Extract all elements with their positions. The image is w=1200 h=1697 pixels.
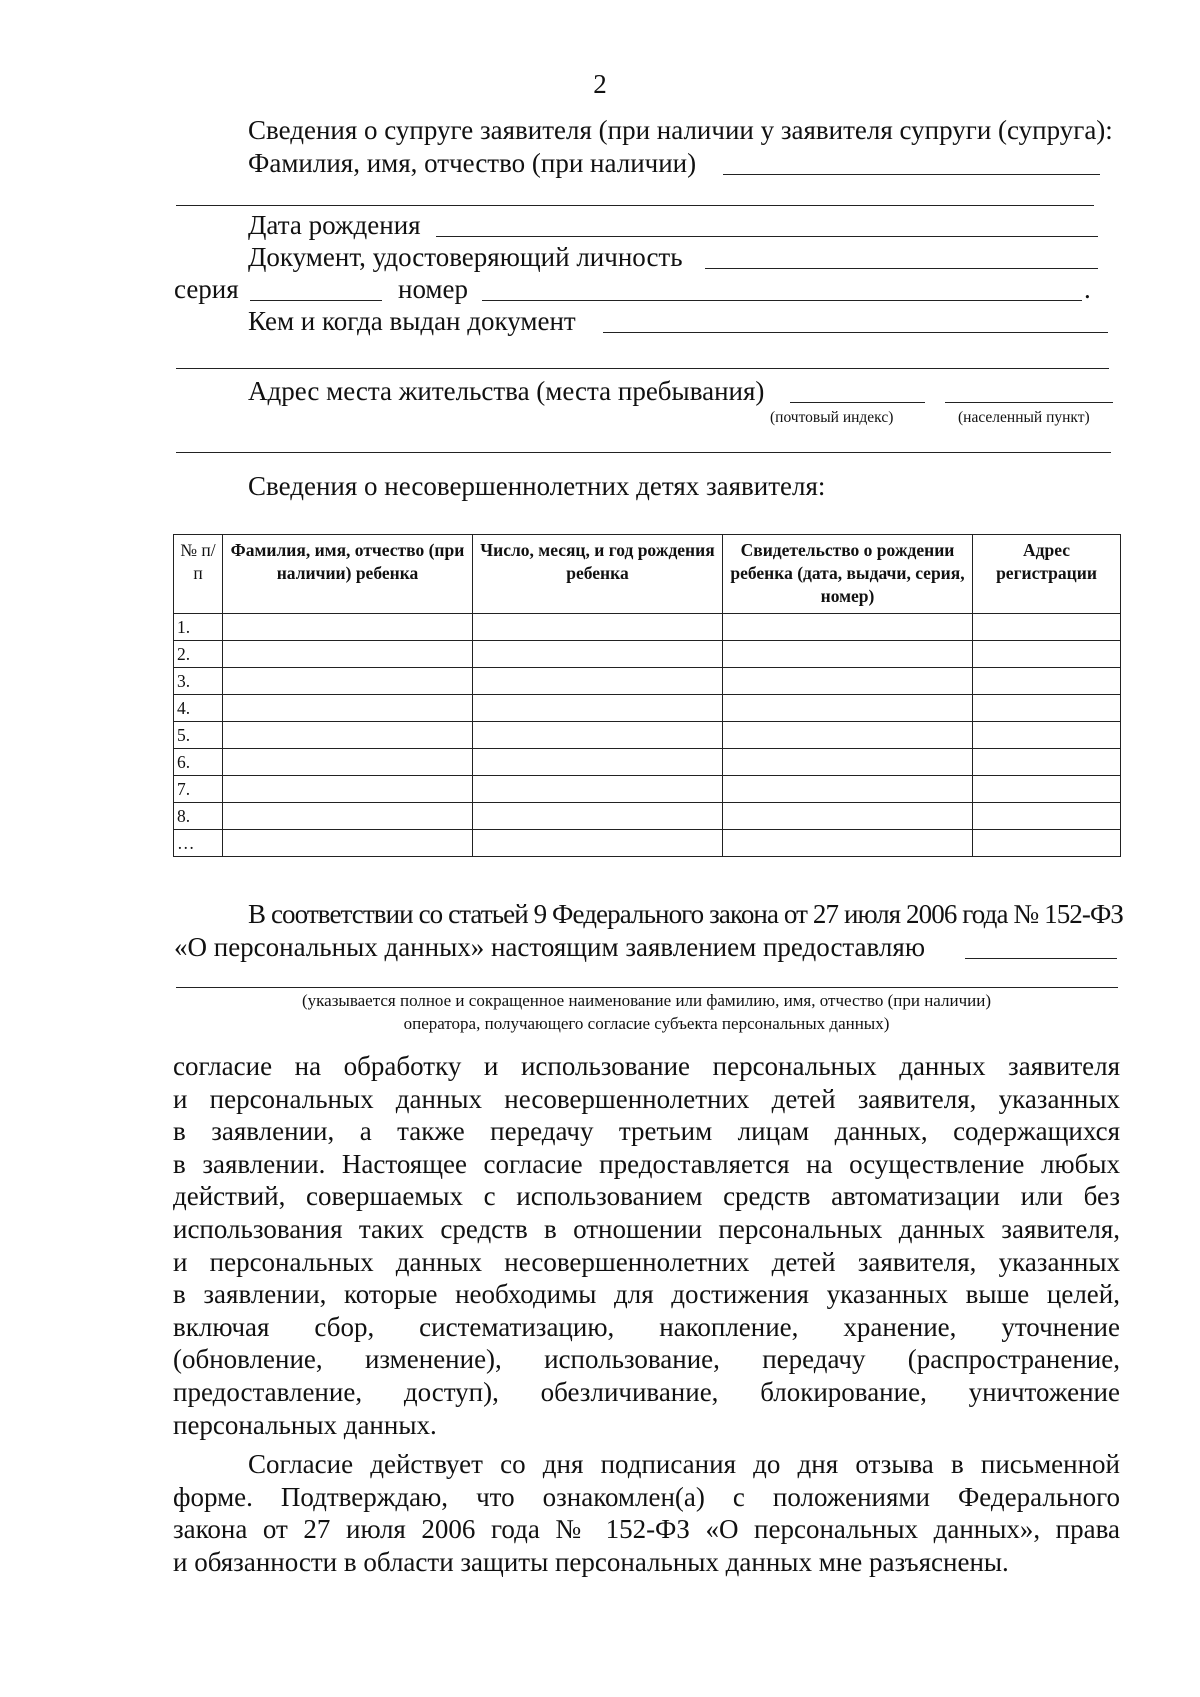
certificate-cell[interactable] <box>723 614 973 641</box>
table-row <box>174 830 1121 857</box>
birth-date-cell[interactable] <box>473 749 723 776</box>
table-row <box>174 641 1121 668</box>
address-cell[interactable] <box>973 830 1121 857</box>
postal-index-caption: (почтовый индекс) <box>770 409 894 426</box>
address-cell[interactable] <box>973 695 1121 722</box>
birth-date-cell[interactable] <box>473 695 723 722</box>
birth-date-cell[interactable] <box>473 641 723 668</box>
col-header-birth-date: Число, месяц, и год рождения ребенка <box>473 535 723 614</box>
children-table <box>173 534 1121 857</box>
paragraph-line-last: и обязанности в области защиты персональных данных мне разъяснены. <box>173 1546 1009 1577</box>
table-row <box>174 749 1121 776</box>
paragraph-line: предоставление, доступ), обезличивание, блокирование, уничтожение <box>173 1376 1120 1407</box>
spouse-name-label: Фамилия, имя, отчество (при наличии) <box>248 148 697 178</box>
birth-date-cell[interactable] <box>473 830 723 857</box>
child-name-cell[interactable] <box>223 722 473 749</box>
table-row <box>174 803 1121 830</box>
paragraph-line: действий, совершаемых с использованием средств автоматизации или без <box>173 1181 1120 1212</box>
row-number: 8. <box>174 803 223 830</box>
row-number: 2. <box>174 641 223 668</box>
certificate-cell[interactable] <box>723 641 973 668</box>
child-name-cell[interactable] <box>223 614 473 641</box>
id-document-field[interactable] <box>705 244 1098 269</box>
paragraph-line: включая сбор, систематизацию, накопление, хранение, уточнение <box>173 1311 1120 1342</box>
paragraph-line: (обновление, изменение), использование, передачу (распространение, <box>173 1344 1120 1375</box>
issued-field-continued[interactable] <box>176 368 1109 369</box>
locality-field[interactable] <box>945 378 1113 403</box>
birth-date-label: Дата рождения <box>248 210 421 240</box>
operator-caption-2: оператора, получающего согласие субъекта персональных данных) <box>403 1014 890 1033</box>
postal-index-field[interactable] <box>790 378 925 403</box>
paragraph-line: форме. Подтверждаю, что ознакомлен(а) с положениями Федерального <box>173 1481 1120 1512</box>
address-cell[interactable] <box>973 614 1121 641</box>
issued-label: Кем и когда выдан документ <box>248 306 576 336</box>
child-name-cell[interactable] <box>223 641 473 668</box>
issued-field[interactable] <box>603 308 1108 333</box>
paragraph-line: и персональных данных несовершеннолетних детей заявителя, указанных <box>173 1083 1120 1114</box>
col-header-registration-address: Адрес регистрации <box>973 535 1121 614</box>
paragraph-line: и персональных данных несовершеннолетних детей заявителя, указанных <box>173 1246 1120 1277</box>
address-cell[interactable] <box>973 641 1121 668</box>
child-name-cell[interactable] <box>223 776 473 803</box>
certificate-cell[interactable] <box>723 722 973 749</box>
birth-date-cell[interactable] <box>473 803 723 830</box>
spouse-name-field-continued[interactable] <box>176 205 1094 206</box>
consent-paragraph-2 <box>173 1448 1120 1578</box>
paragraph-line: использования таких средств в отношении персональных данных заявителя, <box>173 1213 1120 1244</box>
paragraph-line: закона от 27 июля 2006 года № 152-ФЗ «О персональных данных», права <box>173 1514 1120 1545</box>
address-cell[interactable] <box>973 803 1121 830</box>
certificate-cell[interactable] <box>723 776 973 803</box>
row-number: 5. <box>174 722 223 749</box>
operator-field-continued[interactable] <box>176 987 1118 988</box>
consent-paragraph-1 <box>173 1050 1120 1441</box>
number-label: номер <box>398 274 469 304</box>
series-field[interactable] <box>250 276 382 301</box>
birth-date-cell[interactable] <box>473 722 723 749</box>
table-row <box>174 614 1121 641</box>
paragraph-line: Согласие действует со дня подписания до дня отзыва в письменной <box>248 1449 1120 1479</box>
page-number: 2 <box>593 69 607 99</box>
certificate-cell[interactable] <box>723 803 973 830</box>
certificate-cell[interactable] <box>723 830 973 857</box>
certificate-cell[interactable] <box>723 749 973 776</box>
col-header-birth-certificate: Свидетельство о рождении ребенка (дата, выдачи, серия, номер) <box>723 535 973 614</box>
spouse-name-field[interactable] <box>723 150 1100 175</box>
row-number: 7. <box>174 776 223 803</box>
row-number: 6. <box>174 749 223 776</box>
locality-caption: (населенный пункт) <box>958 409 1090 426</box>
table-row <box>174 668 1121 695</box>
child-name-cell[interactable] <box>223 830 473 857</box>
certificate-cell[interactable] <box>723 695 973 722</box>
col-header-number: № п/п <box>174 535 223 614</box>
number-end-dot: . <box>1084 274 1091 304</box>
operator-caption-1: (указывается полное и сокращенное наименование или фамилию, имя, отчество (при наличии) <box>301 991 991 1010</box>
paragraph-line: в заявлении, а также передачу третьим лицам данных, содержащихся <box>173 1116 1120 1147</box>
table-row <box>174 776 1121 803</box>
consent-law-line: В соответствии со статьей 9 Федерального закона от 27 июля 2006 года № 152-ФЗ <box>248 899 1124 929</box>
row-number: 1. <box>174 614 223 641</box>
table-row <box>174 695 1121 722</box>
number-field[interactable] <box>482 276 1082 301</box>
address-cell[interactable] <box>973 749 1121 776</box>
series-label: серия <box>174 274 239 304</box>
birth-date-cell[interactable] <box>473 776 723 803</box>
address-cell[interactable] <box>973 722 1121 749</box>
child-name-cell[interactable] <box>223 749 473 776</box>
birth-date-cell[interactable] <box>473 668 723 695</box>
child-name-cell[interactable] <box>223 668 473 695</box>
row-number: … <box>174 830 223 857</box>
spouse-heading: Сведения о супруге заявителя (при наличии у заявителя супруги (супруга): <box>248 115 1113 145</box>
row-number: 4. <box>174 695 223 722</box>
col-header-child-name: Фамилия, имя, отчество (при наличии) ребенка <box>223 535 473 614</box>
child-name-cell[interactable] <box>223 695 473 722</box>
address-cell[interactable] <box>973 776 1121 803</box>
paragraph-line: согласие на обработку и использование персональных данных заявителя <box>173 1051 1120 1081</box>
paragraph-line-last: персональных данных. <box>173 1409 437 1440</box>
paragraph-line: в заявлении, которые необходимы для достижения указанных выше целей, <box>173 1279 1120 1310</box>
birth-date-cell[interactable] <box>473 614 723 641</box>
child-name-cell[interactable] <box>223 803 473 830</box>
paragraph-line: в заявлении. Настоящее согласие предоставляется на осуществление любых <box>173 1148 1120 1179</box>
consent-provide-line: «О персональных данных» настоящим заявлением предоставляю <box>174 932 925 962</box>
address-field-continued[interactable] <box>176 452 1111 453</box>
operator-field[interactable] <box>965 934 1117 959</box>
table-row <box>174 722 1121 749</box>
children-table-header <box>174 535 1121 614</box>
id-document-label: Документ, удостоверяющий личность <box>248 242 683 272</box>
children-heading: Сведения о несовершеннолетних детях заявителя: <box>248 471 826 501</box>
address-label: Адрес места жительства (места пребывания) <box>248 376 765 406</box>
address-cell[interactable] <box>973 668 1121 695</box>
row-number: 3. <box>174 668 223 695</box>
birth-date-field[interactable] <box>436 212 1098 237</box>
certificate-cell[interactable] <box>723 668 973 695</box>
